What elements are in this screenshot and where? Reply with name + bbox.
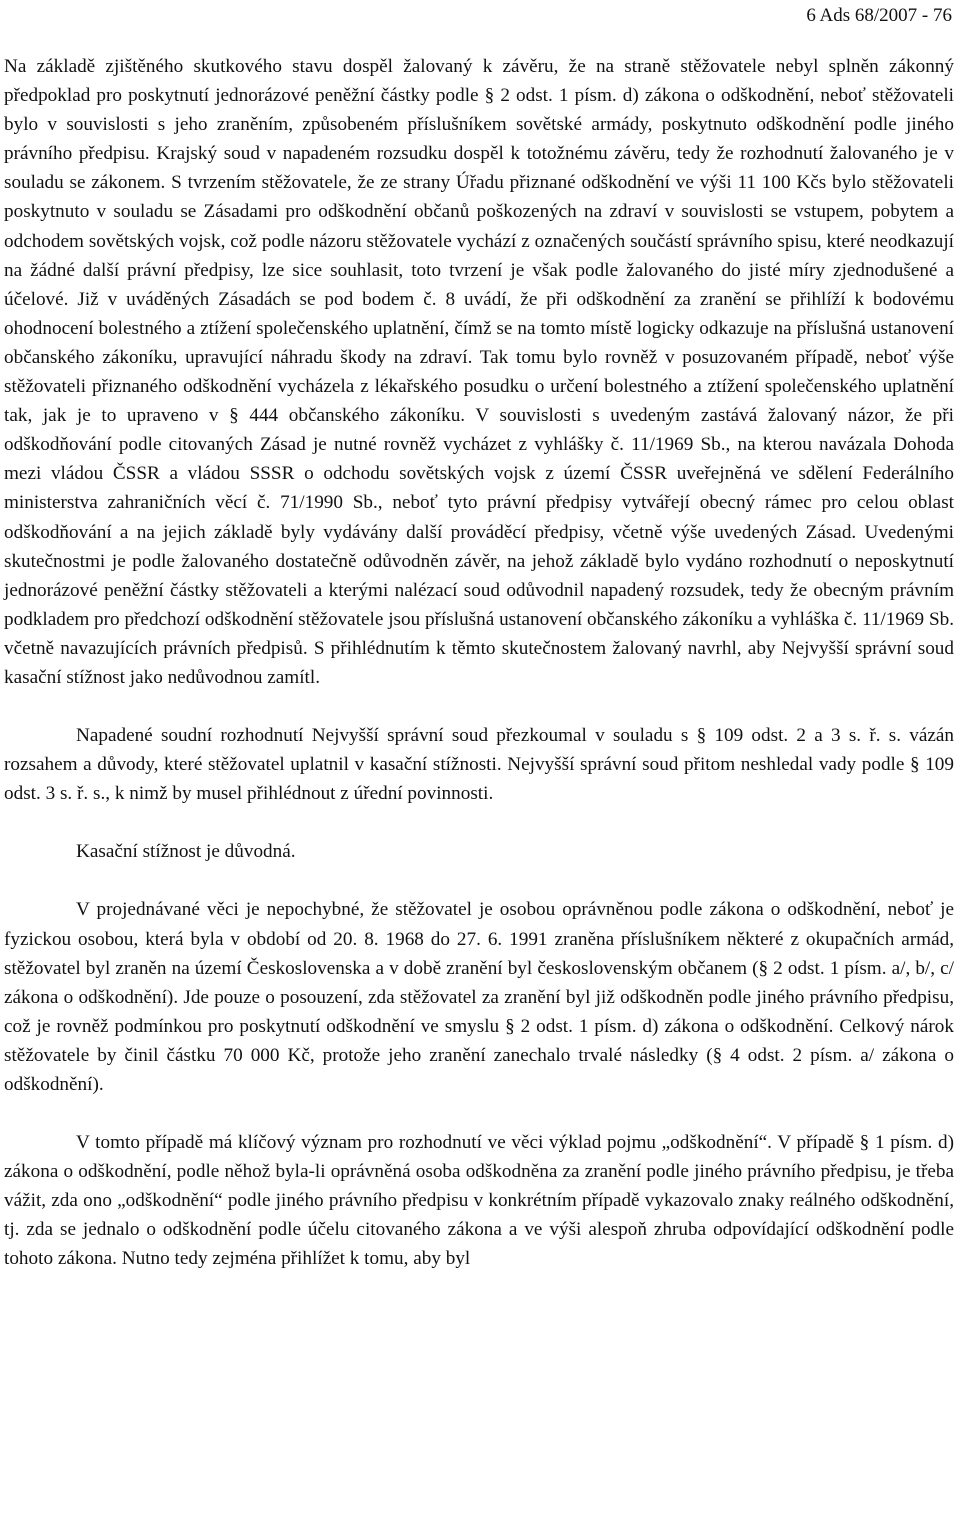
paragraph-respondent-position: Na základě zjištěného skutkového stavu dospěl žalovaný k závěru, že na straně stěžovatele nebyl splněn zákonný předpoklad pro poskytnutí jednorázové peněžní částky podle § 2 odst. 1 písm. d) zákona o odškodnění, neboť stěžovateli bylo v souvislosti s jeho zraněním, způsobeném příslušníkem sovětské armády, poskytnuto odškodnění podle jiného právního předpisu. Krajský soud v napadeném rozsudku dospěl k totožnému závěru, tedy že rozhodnutí žalovaného je v souladu se zákonem. S tvrzením stěžovatele, že ze strany Úřadu přiznané odškodnění ve výši 11 100 Kčs bylo stěžovateli poskytnuto v souladu se Zásadami pro odškodnění občanů poškozených na zdraví v souvislosti se vstupem, pobytem a odchodem sovětských vojsk, což podle názoru stěžovatele vychází z označených součástí správního spisu, které neodkazují na žádné další právní předpisy, lze sice souhlasit, toto tvrzení je však podle žalovaného do jisté míry zjednodušené a účelové. Již v uváděných Zásadách se pod bodem č. 8 uvádí, že při odškodnění za zranění se přihlíží k bodovému ohodnocení bolestného a ztížení společenského uplatnění, čímž se na tomto místě logicky odkazuje na příslušná ustanovení občanského zákoníku, upravující náhradu škody na zdraví. Tak tomu bylo rovněž v posuzovaném případě, neboť výše stěžovateli přiznaného odškodnění vycházela z lékařského posudku o určení bolestného a ztížení společenského uplatnění tak, jak je to upraveno v § 444 občanského zákoníku. V souvislosti s uvedeným zastává žalovaný názor, že při odškodňování podle citovaných Zásad je nutné rovněž vycházet z vyhlášky č. 11/1969 Sb., na kterou navázala Dohoda mezi vládou ČSSR a vládou SSSR o odchodu sovětských vojsk z území ČSSR uveřejněná ve sdělení Federálního ministerstva zahraničních věcí č. 71/1990 Sb., neboť tyto právní předpisy vytvářejí obecný rámec pro celou oblast odškodňování a na jejich základě byly vydávány další prováděcí předpisy, včetně výše uvedených Zásad. Uvedenými skutečnostmi je podle žalovaného dostatečně odůvodněn závěr, na jehož základě bylo vydáno rozhodnutí o neposkytnutí jednorázové peněžní částky stěžovateli a kterými nalézací soud odůvodnil napadený rozsudek, tedy že obecným právním podkladem pro předchozí odškodnění stěžovatele jsou příslušná ustanovení občanského zákoníku a vyhláška č. 11/1969 Sb. včetně navazujících právních předpisů. S přihlédnutím k těmto skutečnostem žalovaný navrhl, aby Nejvyšší správní soud kasační stížnost jako nedůvodnou zamítl. xyxy=(4,56,954,688)
paragraph-review-scope: Napadené soudní rozhodnutí Nejvyšší správní soud přezkoumal v souladu s § 109 odst. 2 a 3 s. ř. s. vázán rozsahem a důvody, které stěžovatel uplatnil v kasační stížnosti. Nejvyšší správní soud přitom neshledal vady podle § 109 odst. 3 s. ř. s., k nimž by musel přihlédnout z úřední povinnosti. xyxy=(4,725,954,805)
paragraph-compensation-meaning: V tomto případě má klíčový význam pro rozhodnutí ve věci výklad pojmu „odškodnění“. V případě § 1 písm. d) zákona o odškodnění, podle něhož byla-li oprávněná osoba odškodněna za zranění podle jiného právního předpisu, je třeba vážit, zda ono „odškodnění“ podle jiného právního předpisu v konkrétním případě vykazovalo znaky reálného odškodnění, tj. zda se jednalo o odškodnění podle účelu citovaného zákona a ve výši alespoň zhruba odpovídající odškodnění podle tohoto zákona. Nutno tedy zejména přihlížet k tomu, aby byl xyxy=(4,1132,954,1270)
document-body xyxy=(4,52,954,1274)
case-number: 6 Ads 68/2007 - 76 xyxy=(806,5,952,26)
paragraph-entitled-person: V projednávané věci je nepochybné, že stěžovatel je osobou oprávněnou podle zákona o odškodnění, neboť je fyzickou osobou, která byla v období od 20. 8. 1968 do 27. 6. 1991 zraněna příslušníkem některé z okupačních armád, stěžovatel byl zraněn na území Československa a v době zranění byl československým občanem (§ 2 odst. 1 písm. a/, b/, c/ zákona o odškodnění). Jde pouze o posouzení, zda stěžovatel za zranění byl již odškodněn podle jiného právního předpisu, což je rovněž podmínkou pro poskytnutí odškodnění ve smyslu § 2 odst. 1 písm. d) zákona o odškodnění. Celkový nárok stěžovatele by činil částku 70 000 Kč, protože jeho zranění zanechalo trvalé následky (§ 4 odst. 2 písm. a/ zákona o odškodnění). xyxy=(4,899,954,1095)
paragraph-verdict: Kasační stížnost je důvodná. xyxy=(76,841,296,863)
page-header xyxy=(806,4,952,28)
